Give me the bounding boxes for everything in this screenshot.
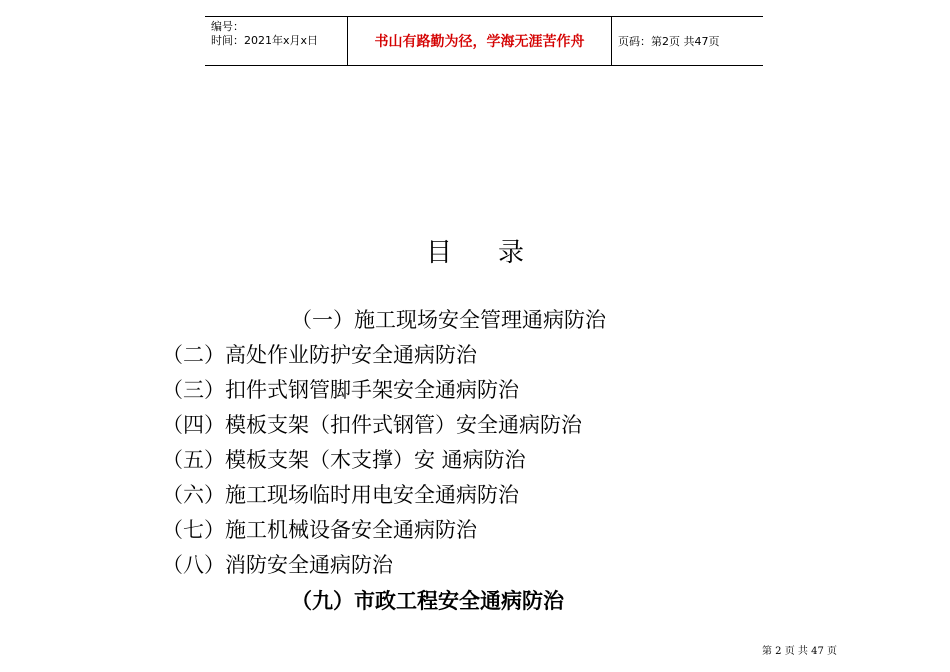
toc-item-7: （七）施工机械设备安全通病防治: [162, 518, 477, 542]
toc-item-4: （四）模板支架（扣件式钢管）安全通病防治: [162, 413, 582, 437]
toc-item-5: （五）模板支架（木支撑）安 通病防治: [162, 448, 526, 472]
toc-item-3: （三）扣件式钢管脚手架安全通病防治: [162, 378, 519, 402]
title-char-2: 录: [498, 238, 525, 268]
header-page-cell: [612, 17, 763, 65]
toc-item-1: （一）施工现场安全管理通病防治: [291, 308, 606, 332]
document-date-label: 时间：2021年x月x日: [211, 34, 319, 47]
title-char-1: 目: [425, 238, 452, 268]
toc-item-9: （九）市政工程安全通病防治: [291, 589, 564, 613]
header-page-number: 页码：第2页 共47页: [618, 35, 720, 48]
toc-item-6: （六）施工现场临时用电安全通病防治: [162, 483, 519, 507]
toc-item-8: （八）消防安全通病防治: [162, 553, 393, 577]
toc-item-2: （二）高处作业防护安全通病防治: [162, 343, 477, 367]
header-motto-cell: [348, 17, 612, 65]
document-header: [205, 16, 763, 66]
page-footer: 第 2 页 共 47 页: [762, 646, 837, 657]
document-number-label: 编号：: [211, 20, 244, 33]
header-meta-cell: [205, 17, 348, 65]
page-title: [0, 232, 950, 269]
header-motto: 书山有路勤为径，学海无涯苦作舟: [374, 34, 585, 50]
